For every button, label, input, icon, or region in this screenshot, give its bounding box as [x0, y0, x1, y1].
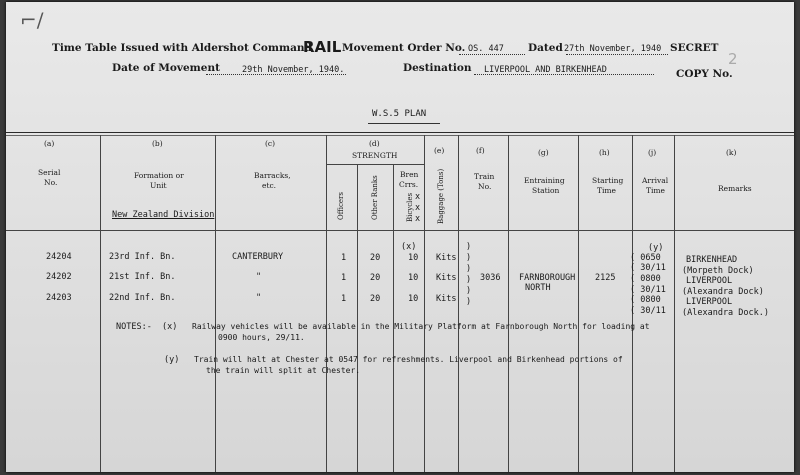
row-1-officers: 1: [341, 253, 347, 263]
col-c-label2: etc.: [262, 181, 277, 190]
col-g-label1: Entraining: [524, 176, 565, 185]
row-1-other-ranks: 20: [370, 253, 381, 263]
note-y-line2: the train will split at Chester.: [206, 366, 361, 375]
col-divider-cd: [326, 135, 327, 472]
col-c-letter: (c): [265, 139, 276, 148]
note-x-line2: 0900 hours, 29/11.: [218, 333, 305, 342]
col-j-label1: Arrival: [642, 176, 669, 185]
bren-x-1: x: [415, 192, 421, 202]
arrival-4: ( 30/11: [630, 285, 666, 295]
remark-6: (Alexandra Dock.): [682, 308, 769, 318]
col-g-label2: Station: [532, 186, 560, 195]
destination-value: LIVERPOOL AND BIRKENHEAD: [484, 65, 607, 75]
entraining-line1: FARNBOROUGH: [519, 273, 576, 283]
col-e-letter: (e): [434, 146, 445, 155]
row-1-baggage: Kits: [436, 253, 457, 263]
rail-label: RAIL: [303, 38, 342, 56]
bren-note: (x): [401, 242, 417, 252]
col-d-letter: (d): [369, 139, 380, 148]
col-j-label2: Time: [646, 186, 665, 195]
row-1-barracks: CANTERBURY: [232, 252, 284, 262]
row-3-bren: 10: [408, 294, 419, 304]
other-ranks-header: Other Ranks: [371, 175, 379, 220]
col-divider-ef: [458, 135, 459, 472]
issued-label: Time Table Issued with Aldershot Command: [52, 42, 312, 54]
table-top-rule-2: [6, 135, 794, 136]
row-3-serial: 24203: [46, 293, 72, 303]
notes-label: NOTES:-: [116, 322, 152, 332]
col-h-letter: (h): [599, 148, 610, 157]
col-divider-bc: [215, 135, 216, 472]
col-divider-ranks: [393, 164, 394, 472]
arrival-1: ( 0650: [630, 253, 661, 263]
row-2-serial: 24202: [46, 272, 72, 282]
arrival-6: ( 30/11: [630, 306, 666, 316]
row-2-unit: 21st Inf. Bn.: [109, 272, 176, 282]
row-2-other-ranks: 20: [370, 273, 381, 283]
col-f-label2: No.: [478, 182, 492, 191]
handwritten-mark: ⌐/: [20, 8, 44, 32]
row-3-officers: 1: [341, 294, 347, 304]
movement-order-label: Movement Order No.: [342, 42, 466, 54]
col-a-label1: Serial: [38, 168, 61, 177]
bicycles-header: Bicycles: [406, 192, 414, 222]
row-2-barracks: ": [256, 272, 262, 282]
note-y-mark: (y): [164, 355, 180, 365]
row-3-baggage: Kits: [436, 294, 457, 304]
col-b-label1: Formation or: [134, 171, 184, 180]
bren-x-2: x: [415, 203, 421, 213]
note-y-line1: Train will halt at Chester at 0547 for refreshments. Liverpool and Birkenhead portions of: [194, 355, 623, 364]
col-divider-jk: [674, 135, 675, 472]
table-top-rule: [6, 132, 794, 133]
starting-time: 2125: [595, 273, 616, 283]
col-divider-gh: [578, 135, 579, 472]
row-1-unit: 23rd Inf. Bn.: [109, 252, 176, 262]
order-no-value: OS. 447: [468, 44, 504, 54]
row-3-other-ranks: 20: [370, 294, 381, 304]
crrs-header: Crrs.: [399, 180, 419, 189]
date-of-movement-label: Date of Movement: [112, 62, 220, 74]
strength-rule: [326, 164, 424, 165]
plan-title-underline: [368, 123, 440, 124]
note-x-line1: Railway vehicles will be available in the Military Platform at Farnborough North for loading at: [192, 322, 650, 331]
arrival-3: ( 0800: [630, 274, 661, 284]
copy-no-label: COPY No.: [676, 68, 733, 80]
dated-line: [566, 54, 668, 55]
row-1-bren: 10: [408, 253, 419, 263]
arrival-2: ( 30/11: [630, 263, 666, 273]
train-no: 3036: [480, 273, 501, 283]
col-g-letter: (g): [538, 148, 549, 157]
baggage-header: Baggage (Tons): [437, 168, 445, 224]
dated-label: Dated: [528, 42, 563, 54]
col-divider-de: [424, 135, 425, 472]
remark-2: (Morpeth Dock): [682, 266, 754, 276]
col-h-label1: Starting: [592, 176, 624, 185]
secret-label: SECRET: [670, 42, 719, 54]
col-k-label: Remarks: [718, 184, 752, 193]
row-3-unit: 22nd Inf. Bn.: [109, 293, 176, 303]
remark-3: LIVERPOOL: [686, 276, 733, 286]
col-a-letter: (a): [44, 139, 55, 148]
header-bottom-rule: [6, 230, 794, 231]
order-no-line: [459, 54, 525, 55]
col-a-label2: No.: [44, 178, 58, 187]
remark-4: (Alexandra Dock): [682, 287, 764, 297]
document-sheet: [6, 2, 794, 472]
dated-value: 27th November, 1940: [564, 44, 662, 54]
date-of-movement-value: 29th November, 1940.: [242, 65, 345, 75]
arrival-note: (y): [648, 243, 664, 253]
col-f-label1: Train: [474, 172, 495, 181]
officers-header: Officers: [337, 192, 345, 220]
plan-title: W.S.5 PLAN: [372, 109, 427, 119]
col-j-letter: (j): [648, 148, 657, 157]
section-heading: New Zealand Division: [112, 210, 215, 220]
row-2-bren: 10: [408, 273, 419, 283]
col-h-label2: Time: [597, 186, 616, 195]
row-2-baggage: Kits: [436, 273, 457, 283]
col-k-letter: (k): [726, 148, 737, 157]
entraining-line2: NORTH: [525, 283, 551, 293]
col-b-label2: Unit: [150, 181, 167, 190]
arrival-5: ( 0800: [630, 295, 661, 305]
row-1-serial: 24204: [46, 252, 72, 262]
col-divider-officers: [357, 164, 358, 472]
remark-5: LIVERPOOL: [686, 297, 733, 307]
col-divider-fg: [508, 135, 509, 472]
destination-label: Destination: [403, 62, 472, 74]
col-f-letter: (f): [476, 146, 485, 155]
row-3-barracks: ": [256, 293, 262, 303]
remark-1: BIRKENHEAD: [686, 255, 738, 265]
row-2-officers: 1: [341, 273, 347, 283]
bren-header: Bren: [400, 170, 419, 179]
train-bracket: ) ) ) ) ) ): [466, 242, 472, 307]
col-d-label: STRENGTH: [352, 151, 398, 160]
col-divider-ab: [100, 135, 101, 472]
note-x-mark: (x): [162, 322, 178, 332]
bren-x-3: x: [415, 214, 421, 224]
col-b-letter: (b): [152, 139, 163, 148]
copy-no-stamp: 2: [728, 50, 738, 68]
col-c-label1: Barracks,: [254, 171, 291, 180]
